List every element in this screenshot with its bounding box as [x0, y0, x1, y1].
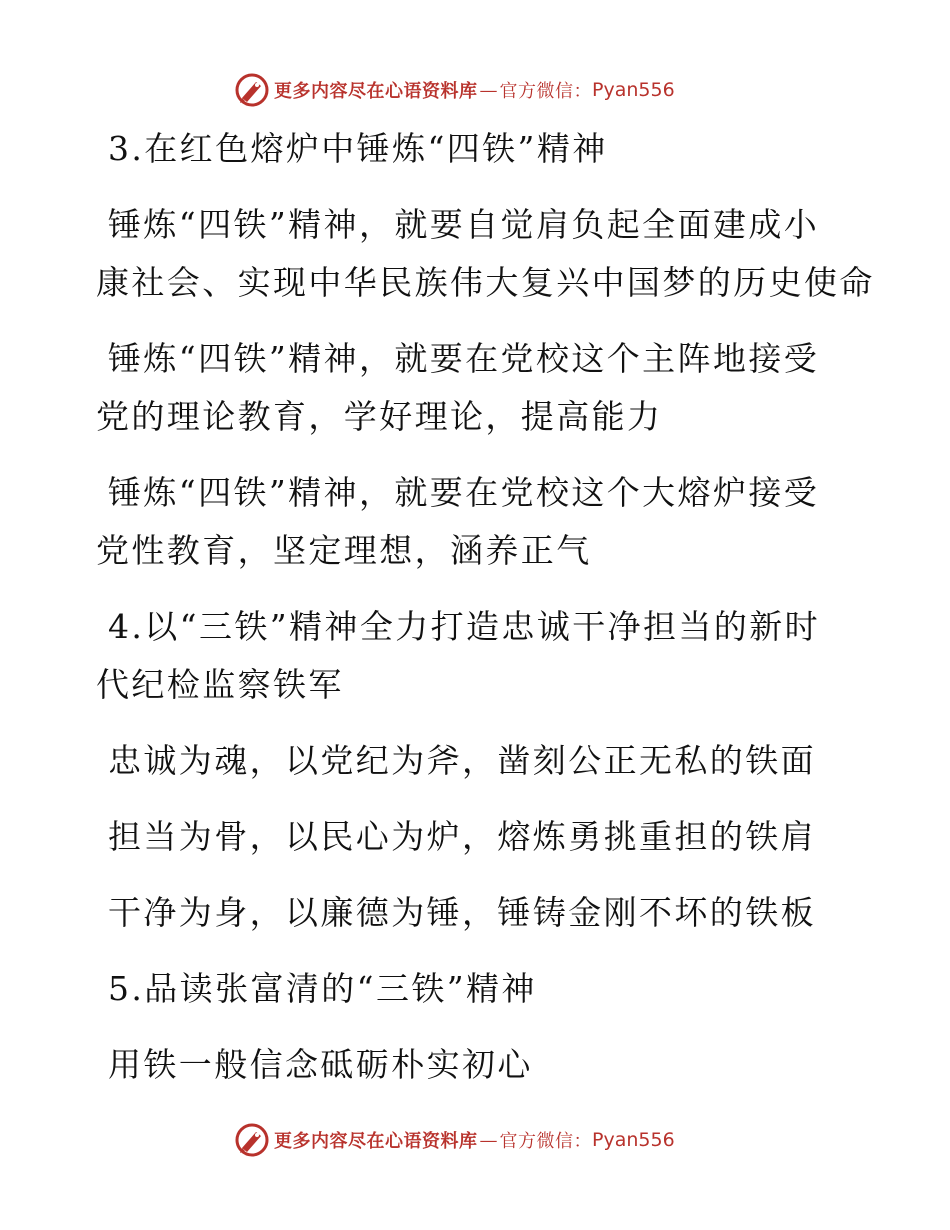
paragraph-line: 忠诚为魂，以党纪为斧，凿刻公正无私的铁面: [108, 741, 816, 780]
heading-4: 4.以“三铁”精神全力打造忠诚干净担当的新时: [108, 607, 821, 646]
header-banner: [234, 70, 675, 110]
footer-banner: [234, 1120, 675, 1160]
banner-dash: —: [479, 1129, 498, 1151]
paragraph-line: 担当为骨，以民心为炉，熔炼勇挑重担的铁肩: [108, 817, 816, 856]
paragraph-line: 锤炼“四铁”精神，就要在党校这个主阵地接受: [108, 339, 820, 378]
banner-title: 更多内容尽在心语资料库: [274, 81, 478, 102]
banner-wechat-label: 官方微信：: [499, 1131, 592, 1152]
pen-nib-circle-icon: [234, 1122, 270, 1158]
paragraph-line: 锤炼“四铁”精神，就要在党校这个大熔炉接受: [108, 473, 820, 512]
banner-dash: —: [479, 79, 498, 101]
heading-4-cont: 代纪检监察铁军: [96, 665, 344, 704]
paragraph-line: 党性教育，坚定理想，涵养正气: [96, 531, 592, 570]
document-body: [96, 120, 875, 1094]
banner-title: 更多内容尽在心语资料库: [274, 1131, 478, 1152]
banner-wechat-id: Pyan556: [592, 79, 675, 101]
paragraph-line: 锤炼“四铁”精神，就要自觉肩负起全面建成小: [108, 205, 820, 244]
paragraph-line: 康社会、实现中华民族伟大复兴中国梦的历史使命: [96, 263, 875, 302]
banner-wechat-label: 官方微信：: [499, 81, 592, 102]
banner-wechat-id: Pyan556: [592, 1129, 675, 1151]
heading-3: 3.在红色熔炉中锤炼“四铁”精神: [108, 129, 608, 168]
pen-nib-circle-icon: [234, 72, 270, 108]
paragraph-line: 用铁一般信念砥砺朴实初心: [108, 1045, 533, 1084]
heading-5: 5.品读张富清的“三铁”精神: [108, 969, 537, 1008]
paragraph-line: 党的理论教育，学好理论，提高能力: [96, 397, 663, 436]
paragraph-line: 干净为身，以廉德为锤，锤铸金刚不坏的铁板: [108, 893, 816, 932]
